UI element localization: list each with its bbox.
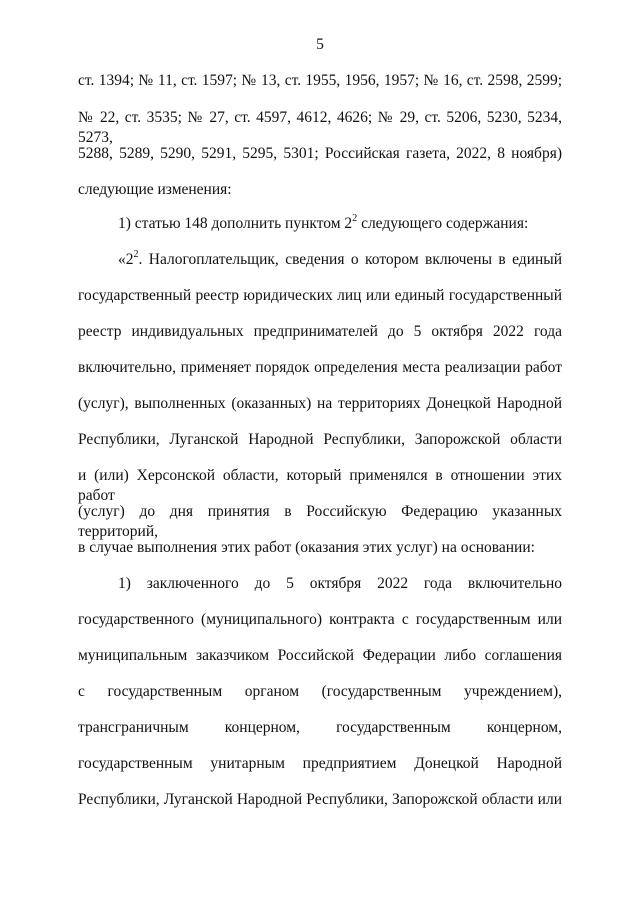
text-line: № 22, ст. 3535; № 27, ст. 4597, 4612, 4626; № 29, ст. 5206, 5230, 5234, 5273, xyxy=(78,109,562,146)
line-part: следующего содержания: xyxy=(361,215,529,232)
text-line: государственный реестр юридических лиц или единый государственный xyxy=(78,287,562,304)
superscript: 2 xyxy=(133,248,139,260)
text-line xyxy=(118,214,562,234)
line-part: . Налогоплательщик, сведения о котором включены в единый xyxy=(138,251,562,268)
text-line: Республики, Луганской Народной Республики, Запорожской области или xyxy=(78,791,562,808)
text-line: государственного (муниципального) контракта с государственным или xyxy=(78,611,562,628)
text-line: государственным унитарным предприятием Донецкой Народной xyxy=(78,755,562,772)
text-line: следующие изменения: xyxy=(78,181,232,198)
line-part: 1) статью 148 дополнить пунктом 2 xyxy=(118,215,353,232)
text-line: муниципальным заказчиком Российской Федерации либо соглашения xyxy=(78,647,562,664)
text-line: трансграничным концерном, государственным концерном, xyxy=(78,719,562,736)
superscript: 2 xyxy=(352,212,358,224)
text-line: включительно, применяет порядок определения места реализации работ xyxy=(78,359,562,376)
text-line: (услуг) до дня принятия в Российскую Федерацию указанных территорий, xyxy=(78,503,562,540)
text-line: и (или) Херсонской области, который применялся в отношении этих работ xyxy=(78,467,562,504)
text-line: 5288, 5289, 5290, 5291, 5295, 5301; Российская газета, 2022, 8 ноября) xyxy=(78,145,562,162)
text-line xyxy=(118,250,562,270)
line-part: «2 xyxy=(118,251,134,268)
text-line: Республики, Луганской Народной Республики, Запорожской области xyxy=(78,431,562,448)
text-line: (услуг), выполненных (оказанных) на территориях Донецкой Народной xyxy=(78,395,562,412)
page-number: 5 xyxy=(316,36,324,53)
text-line: в случае выполнения этих работ (оказания этих услуг) на основании: xyxy=(78,539,535,556)
text-line: с государственным органом (государственным учреждением), xyxy=(78,683,562,700)
text-line: реестр индивидуальных предпринимателей до 5 октября 2022 года xyxy=(78,323,562,340)
text-line: ст. 1394; № 11, ст. 1597; № 13, ст. 1955, 1956, 1957; № 16, ст. 2598, 2599; xyxy=(78,72,562,89)
text-line: 1) заключенного до 5 октября 2022 года включительно xyxy=(118,575,562,592)
